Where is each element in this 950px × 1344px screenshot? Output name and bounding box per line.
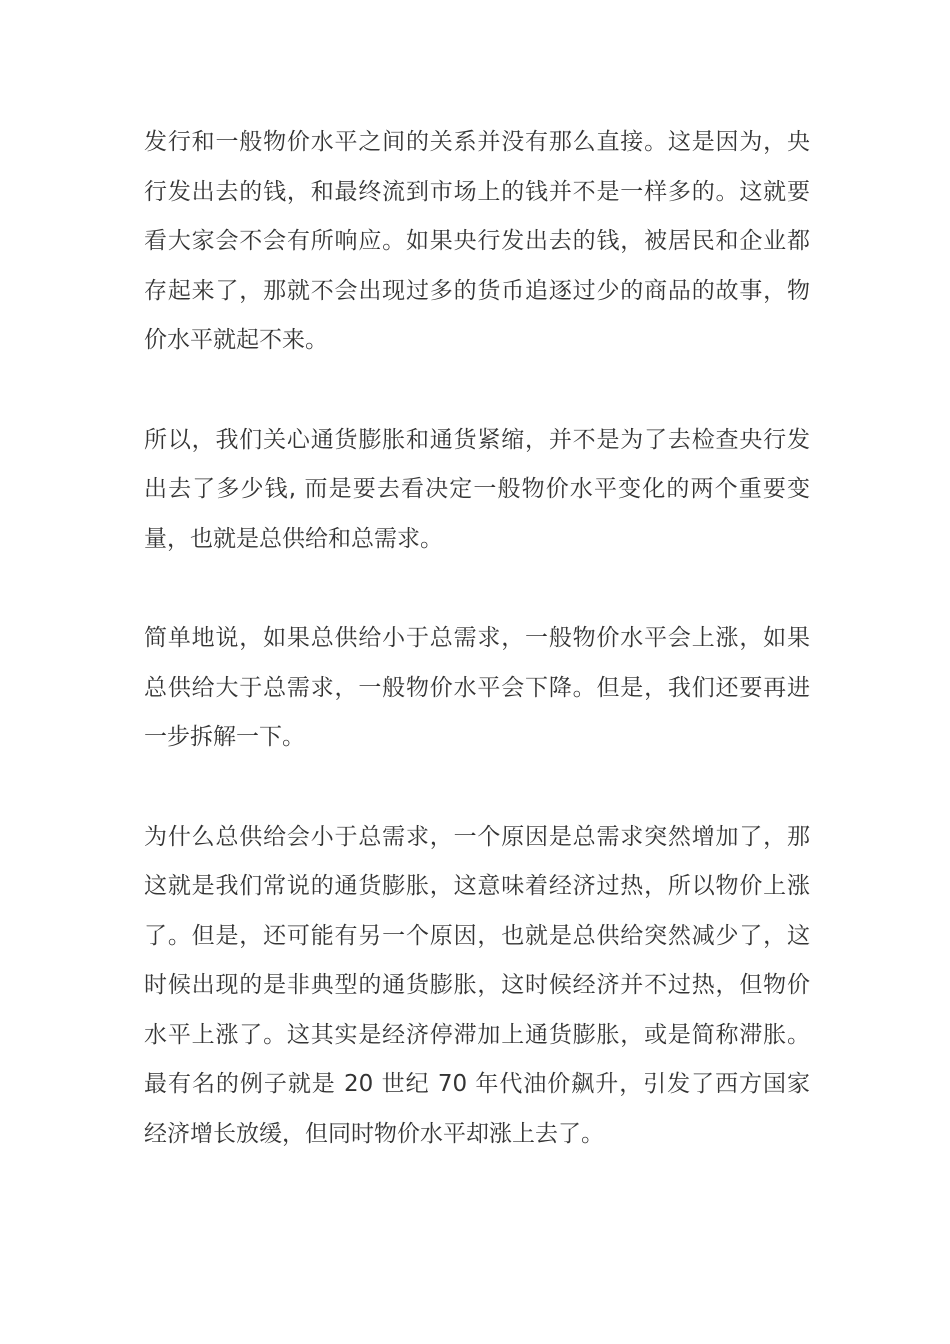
document-body bbox=[144, 118, 810, 1159]
paragraph-line: 为什么总供给会小于总需求，一个原因是总需求突然增加了，那 bbox=[144, 823, 810, 850]
paragraph-line: 最有名的例子就是 20 世纪 70 年代油价飙升，引发了西方国家 bbox=[144, 1071, 810, 1097]
paragraph-line: 时候出现的是非典型的通货膨胀，这时候经济并不过热，但物价 bbox=[144, 972, 810, 998]
paragraph-1 bbox=[144, 118, 810, 366]
paragraph-line: 所以，我们关心通货膨胀和通货紧缩，并不是为了去检查央行发 bbox=[144, 426, 810, 453]
paragraph-line: 一步拆解一下。 bbox=[144, 724, 305, 750]
paragraph-line: 量，也就是总供给和总需求。 bbox=[144, 525, 443, 552]
paragraph-4 bbox=[144, 813, 810, 1160]
paragraph-2 bbox=[144, 416, 810, 565]
paragraph-line: 简单地说，如果总供给小于总需求，一般物价水平会上涨，如果 bbox=[144, 625, 810, 651]
paragraph-3 bbox=[144, 614, 810, 763]
paragraph-line: 总供给大于总需求，一般物价水平会下降。但是，我们还要再进 bbox=[144, 674, 810, 701]
paragraph-line: 看大家会不会有所响应。如果央行发出去的钱，被居民和企业都 bbox=[144, 228, 810, 254]
paragraph-line: 了。但是，还可能有另一个原因，也就是总供给突然减少了，这 bbox=[144, 922, 810, 949]
paragraph-line: 水平上涨了。这其实是经济停滞加上通货膨胀，或是简称滞胀。 bbox=[144, 1021, 810, 1048]
paragraph-line: 经济增长放缓，但同时物价水平却涨上去了。 bbox=[144, 1120, 604, 1147]
paragraph-line: 这就是我们常说的通货膨胀，这意味着经济过热，所以物价上涨 bbox=[144, 873, 810, 899]
paragraph-line: 价水平就起不来。 bbox=[144, 327, 328, 353]
paragraph-line: 出去了多少钱, 而是要去看决定一般物价水平变化的两个重要变 bbox=[144, 476, 810, 502]
paragraph-line: 发行和一般物价水平之间的关系并没有那么直接。这是因为，央 bbox=[144, 129, 810, 155]
paragraph-line: 行发出去的钱，和最终流到市场上的钱并不是一样多的。这就要 bbox=[144, 178, 810, 205]
paragraph-line: 存起来了，那就不会出现过多的货币追逐过少的商品的故事，物 bbox=[144, 277, 810, 304]
